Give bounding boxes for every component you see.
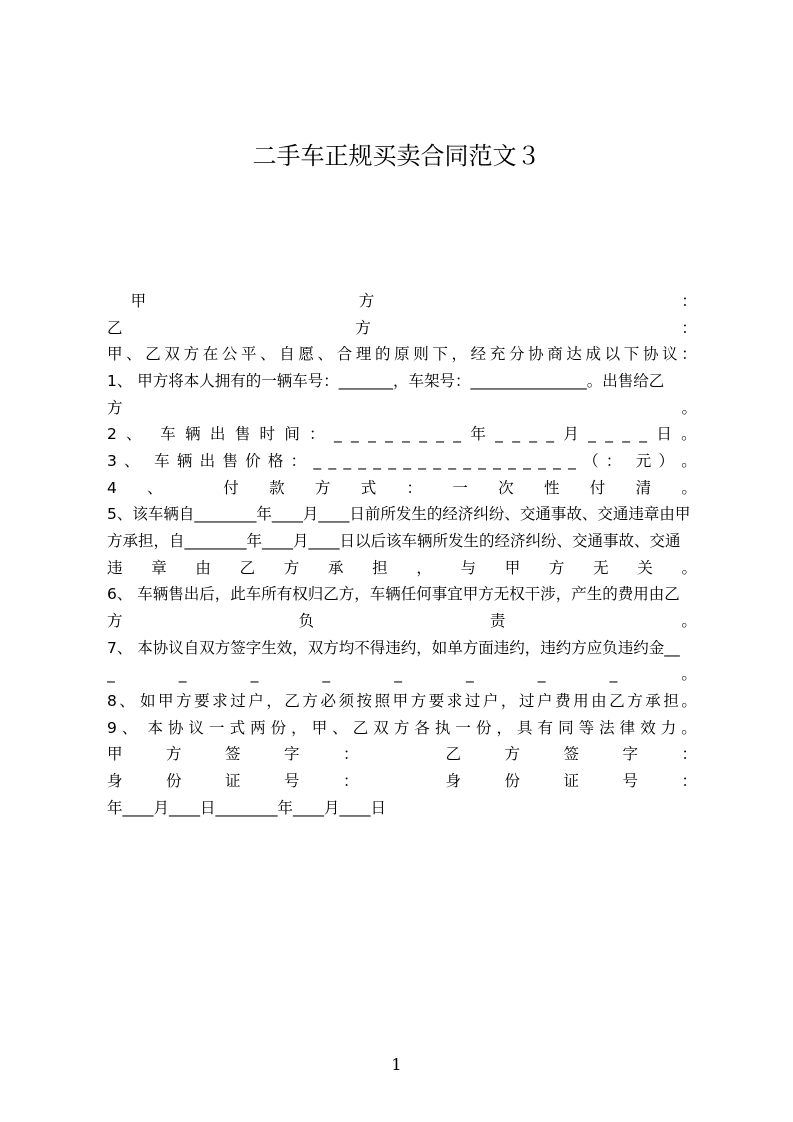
line-char: 式	[229, 719, 246, 737]
line-char: 元	[635, 452, 652, 470]
line-char: _	[388, 452, 397, 470]
line-char: 愿	[298, 345, 314, 363]
line-char: 负	[298, 612, 314, 630]
line-char: ，	[496, 719, 512, 737]
line-char: 号	[622, 772, 638, 790]
line-char: 日	[656, 425, 672, 443]
line-char: _	[495, 425, 503, 443]
line-char: 乙	[609, 692, 625, 710]
line-char: 则	[413, 345, 429, 363]
contract-line	[107, 288, 697, 314]
line-char: 辆	[176, 452, 193, 470]
line-char: 过	[230, 692, 246, 710]
line-char: 。	[681, 425, 697, 443]
line-char: 同	[558, 719, 574, 737]
line-char: 如	[139, 692, 156, 710]
line-char: 付	[223, 479, 239, 497]
line-char: 性	[543, 479, 560, 497]
line-char: 执	[434, 719, 451, 737]
line-char: 须	[338, 692, 355, 710]
line-char: 。	[681, 692, 697, 710]
line-char: 一	[452, 479, 468, 497]
line-char: 两	[250, 719, 266, 737]
line-char: 出	[209, 425, 226, 443]
line-char: 方	[107, 399, 123, 417]
line-char: 8	[107, 692, 117, 710]
line-char: 方	[627, 692, 643, 710]
line-char: ：	[605, 452, 622, 470]
line-char: 甲	[392, 692, 409, 710]
contract-line	[107, 395, 697, 421]
line-char: ：	[681, 772, 697, 790]
line-char: 要	[428, 692, 445, 710]
line-char: _	[343, 452, 352, 470]
line-char: _	[402, 425, 410, 443]
line-char: 的	[374, 345, 391, 363]
line-char: 乙	[145, 345, 161, 363]
line-char: 商	[547, 345, 563, 363]
line-char: _	[465, 665, 474, 683]
line-char: 、	[126, 345, 142, 363]
line-char: 、	[260, 345, 276, 363]
line-char: 。	[681, 559, 697, 577]
line-char: ：	[290, 452, 307, 470]
line-char: 户	[482, 692, 499, 710]
line-char: 方	[176, 692, 192, 710]
line-char: 以	[604, 345, 621, 363]
line-char: 甲	[504, 559, 521, 577]
line-char: 承	[645, 692, 661, 710]
line-char: 方	[107, 612, 123, 630]
line-char: 证	[563, 772, 579, 790]
line-char: 。	[681, 399, 697, 417]
line-char: ：	[343, 745, 359, 763]
line-char: 必	[320, 692, 336, 710]
line-char: 费	[555, 692, 571, 710]
line-char: 成	[585, 345, 602, 363]
line-char: 求	[446, 692, 463, 710]
line-char: 户	[248, 692, 264, 710]
contract-line: 年____月____日________年____月____日	[107, 799, 387, 817]
line-char: 身	[445, 772, 461, 790]
contract-line	[107, 448, 697, 474]
line-char: 平	[240, 345, 257, 363]
line-char: 格	[267, 452, 284, 470]
line-char: 章	[151, 559, 167, 577]
line-char: _	[373, 452, 382, 470]
line-char: ：	[681, 345, 697, 363]
line-char: 清	[635, 479, 652, 497]
line-char: 自	[279, 345, 295, 363]
line-char: 。	[681, 665, 697, 683]
line-char: _	[622, 425, 630, 443]
line-char: 律	[619, 719, 636, 737]
line-char: _	[333, 425, 342, 443]
line-char: ，	[451, 345, 468, 363]
line-char: _	[178, 665, 187, 683]
line-char: 年	[470, 425, 486, 443]
contract-line	[107, 341, 697, 367]
line-char: 一	[209, 719, 225, 737]
line-char: 用	[573, 692, 589, 710]
line-char: 方	[358, 292, 375, 310]
line-char: 付	[589, 479, 606, 497]
line-char: 份	[270, 719, 287, 737]
line-char: 车	[154, 452, 170, 470]
line-char: 双	[164, 345, 180, 363]
line-char: 议	[188, 719, 205, 737]
line-char: 、	[317, 345, 334, 363]
line-char: 公	[221, 345, 238, 363]
line-char: 过	[464, 692, 481, 710]
line-char: 份	[475, 719, 492, 737]
line-char: _	[523, 452, 531, 470]
line-char: 式	[360, 479, 377, 497]
line-char: 方	[393, 719, 410, 737]
line-char: 甲	[107, 745, 123, 763]
line-char: 协	[642, 345, 659, 363]
contract-line	[107, 688, 697, 714]
line-char: ，	[291, 719, 307, 737]
line-char: 经	[470, 345, 487, 363]
line-char: 乙	[445, 745, 461, 763]
line-char: 协	[167, 719, 184, 737]
line-char: 售	[234, 425, 251, 443]
line-char: 一	[455, 719, 471, 737]
contract-line	[107, 608, 697, 634]
line-char: _	[322, 665, 331, 683]
contract-line	[107, 555, 697, 581]
line-char: _	[463, 452, 471, 470]
contract-line	[107, 715, 697, 741]
line-char: _	[453, 425, 462, 443]
line-char: 份	[166, 772, 182, 790]
line-char: _	[394, 665, 402, 683]
contract-line: 1、 甲方将本人拥有的一辆车号：_______，车架号：_______________。出售给乙	[107, 372, 665, 390]
line-char: 无	[593, 559, 609, 577]
line-char: 时	[259, 425, 276, 443]
line-char: _	[403, 452, 411, 470]
line-char: 求	[212, 692, 228, 710]
line-char: ：	[681, 745, 697, 763]
line-char: 售	[222, 452, 238, 470]
line-char: 方	[166, 745, 182, 763]
contract-line	[107, 475, 697, 501]
line-char: 乙	[352, 719, 369, 737]
line-char: 力	[660, 719, 677, 737]
line-char: 与	[460, 559, 477, 577]
line-char: _	[537, 665, 546, 683]
line-char: 等	[578, 719, 595, 737]
line-char: 下	[623, 345, 640, 363]
line-char: 、	[147, 479, 163, 497]
contract-line: 方承担，自________年____月____日以后该车辆所发生的经济纠纷、交通事故、交通	[107, 532, 681, 550]
line-char: 签	[563, 745, 579, 763]
line-char: 。	[681, 479, 697, 497]
line-char: 承	[327, 559, 344, 577]
line-char: 各	[414, 719, 430, 737]
line-char: （	[583, 452, 599, 470]
line-char: 户	[537, 692, 553, 710]
line-char: 签	[225, 745, 241, 763]
line-char: _	[546, 425, 555, 443]
line-char: _	[512, 425, 520, 443]
contract-line	[107, 315, 697, 341]
line-char: 3	[107, 452, 117, 470]
line-char: 议	[662, 345, 678, 363]
line-char: ，	[416, 559, 432, 577]
line-char: _	[107, 665, 115, 683]
line-char: _	[433, 452, 441, 470]
document-title: 二手车正规买卖合同范文３	[252, 142, 541, 170]
contract-line	[107, 741, 697, 767]
line-char: _	[385, 425, 393, 443]
line-char: _	[568, 452, 576, 470]
line-char: _	[538, 452, 546, 470]
line-char: _	[436, 425, 444, 443]
line-char: 违	[107, 559, 123, 577]
line-char: 效	[640, 719, 656, 737]
line-char: 乙	[284, 692, 300, 710]
line-char: _	[418, 452, 426, 470]
contract-line	[107, 768, 697, 794]
line-char: _	[419, 425, 427, 443]
line-char: 法	[599, 719, 615, 737]
line-char: _	[588, 425, 596, 443]
line-char: 方	[504, 745, 520, 763]
line-char: 辆	[185, 425, 201, 443]
line-char: 担	[663, 692, 679, 710]
line-char: 4	[107, 479, 117, 497]
line-char: ：	[343, 772, 359, 790]
line-char: 次	[498, 479, 514, 497]
line-char: _	[358, 452, 367, 470]
line-char: 、	[332, 719, 348, 737]
line-char: 间	[284, 425, 300, 443]
line-char: 有	[537, 719, 554, 737]
line-char: 方	[314, 479, 331, 497]
line-char: 份	[504, 772, 520, 790]
line-char: 分	[508, 345, 525, 363]
line-char: 字	[622, 745, 638, 763]
line-char: _	[448, 452, 456, 470]
contract-line: 7、 本协议自双方签字生效，双方均不得违约，如单方面违约，违约方应负违约金__	[107, 639, 680, 657]
line-char: 由	[591, 692, 607, 710]
line-char: 担	[372, 559, 388, 577]
line-char: _	[609, 665, 618, 683]
line-char: 方	[283, 559, 300, 577]
line-char: 方	[355, 319, 371, 337]
line-char: ：	[406, 479, 423, 497]
contract-line: 5、该车辆自________年____月____日前所发生的经济纠纷、交通事故、交通违章由甲	[107, 505, 691, 523]
line-char: 协	[528, 345, 544, 363]
line-char: 甲	[311, 719, 328, 737]
line-char: _	[529, 425, 537, 443]
line-char: 甲	[107, 345, 123, 363]
line-char: 、	[126, 425, 142, 443]
line-char: _	[508, 452, 516, 470]
line-char: 下	[432, 345, 448, 363]
contract-line	[107, 421, 697, 447]
line-char: ：	[681, 292, 697, 310]
line-char: 由	[195, 559, 211, 577]
line-char: 在	[202, 345, 219, 363]
line-char: 号	[284, 772, 300, 790]
line-char: 具	[517, 719, 533, 737]
line-char: 字	[284, 745, 300, 763]
line-char: ，	[500, 692, 517, 710]
line-char: 月	[563, 425, 579, 443]
line-char: _	[313, 452, 322, 470]
line-char: 合	[336, 345, 353, 363]
line-char: 出	[199, 452, 216, 470]
line-char: _	[493, 452, 501, 470]
line-char: 、	[119, 692, 135, 710]
line-char: 双	[373, 719, 389, 737]
line-char: ，	[266, 692, 282, 710]
line-char: 过	[518, 692, 535, 710]
line-char: 、	[124, 452, 140, 470]
line-char: 理	[355, 345, 372, 363]
line-char: 乙	[107, 319, 123, 337]
line-char: 方	[302, 692, 318, 710]
line-char: 照	[374, 692, 391, 710]
line-char: 达	[566, 345, 582, 363]
line-char: 原	[394, 345, 410, 363]
line-char: _	[351, 425, 359, 443]
line-char: _	[250, 665, 259, 683]
line-char: 、	[121, 719, 138, 737]
line-char: 责	[489, 612, 506, 630]
line-char: 乙	[239, 559, 256, 577]
line-char: 车	[160, 425, 176, 443]
line-char: 要	[194, 692, 210, 710]
page-number: 1	[391, 1055, 402, 1074]
line-char: _	[553, 452, 561, 470]
line-char: 方	[410, 692, 427, 710]
line-char: 。	[681, 452, 697, 470]
line-char: _	[368, 425, 376, 443]
line-char: ）	[658, 452, 675, 470]
line-char: 2	[107, 425, 117, 443]
line-char: ：	[309, 425, 325, 443]
line-char: 价	[245, 452, 261, 470]
line-char: 甲	[130, 292, 147, 310]
line-char: 本	[147, 719, 163, 737]
line-char: 方	[548, 559, 565, 577]
line-char: ：	[681, 319, 697, 337]
line-char: _	[328, 452, 337, 470]
line-char: 甲	[158, 692, 174, 710]
line-char: 按	[356, 692, 373, 710]
line-char: 款	[269, 479, 285, 497]
line-char: 证	[225, 772, 241, 790]
line-char: _	[478, 452, 486, 470]
line-char: 关	[637, 559, 653, 577]
line-char: 方	[183, 345, 200, 363]
line-char: 9	[107, 719, 117, 737]
contract-line	[107, 661, 697, 687]
line-char: 身	[107, 772, 123, 790]
line-char: _	[605, 425, 613, 443]
line-char: 。	[681, 612, 697, 630]
line-char: _	[639, 425, 648, 443]
line-char: 充	[489, 345, 506, 363]
contract-line: 6、 车辆售出后，此车所有权归乙方，车辆任何事宜甲方无权干涉，产生的费用由乙	[107, 585, 680, 603]
line-char: 。	[681, 719, 697, 737]
